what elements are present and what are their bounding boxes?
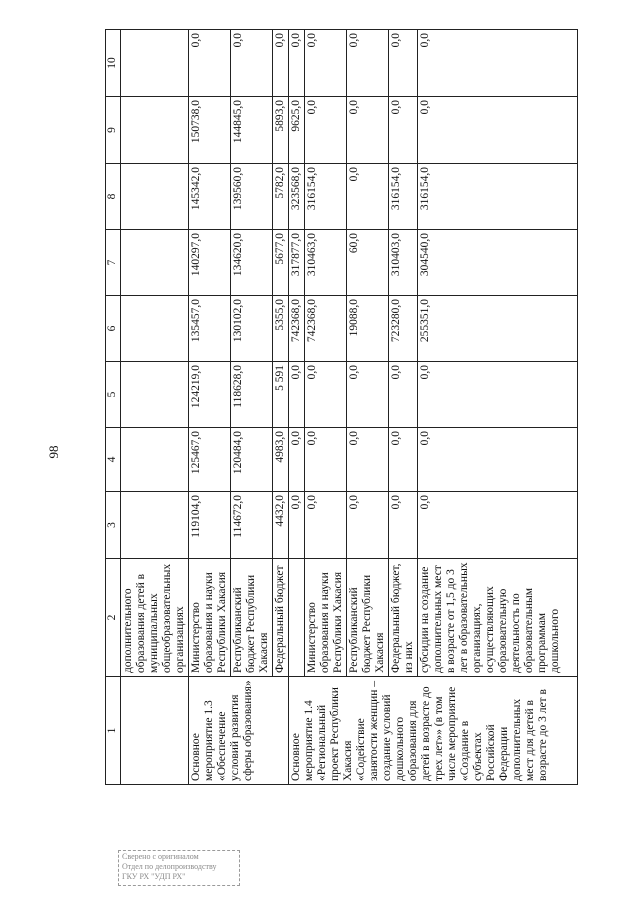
- value-cell: [121, 296, 189, 362]
- value-cell: 0,0: [418, 492, 578, 559]
- value-cell: 124219,0: [189, 362, 231, 428]
- funding-source: [289, 559, 305, 677]
- program-name: Основное мероприятие 1.3 «Обеспечение условий развития сферы образования»: [189, 677, 289, 785]
- stamp-line: Отдел по делопроизводству: [122, 862, 217, 871]
- value-cell: 0,0: [273, 30, 289, 97]
- value-cell: [121, 362, 189, 428]
- value-cell: 0,0: [418, 97, 578, 164]
- column-number-row: [106, 30, 121, 785]
- value-cell: 0,0: [389, 362, 418, 428]
- value-cell: 0,0: [231, 30, 273, 97]
- funding-source: Республиканский бюджет Республики Хакасия: [347, 559, 389, 677]
- table-row: [418, 30, 578, 785]
- value-cell: 150738,0: [189, 97, 231, 164]
- value-cell: 0,0: [418, 428, 578, 492]
- value-cell: 5782,0: [273, 164, 289, 230]
- value-cell: 0,0: [347, 164, 389, 230]
- value-cell: 0,0: [389, 97, 418, 164]
- value-cell: 114672,0: [231, 492, 273, 559]
- table-row: [347, 30, 389, 785]
- value-cell: 304540,0: [418, 230, 578, 296]
- value-cell: 0,0: [305, 30, 347, 97]
- value-cell: 144845,0: [231, 97, 273, 164]
- value-cell: 317877,0: [289, 230, 305, 296]
- table-row: [189, 30, 231, 785]
- value-cell: 139560,0: [231, 164, 273, 230]
- value-cell: 134620,0: [231, 230, 273, 296]
- column-number: 5: [106, 362, 121, 428]
- value-cell: 0,0: [347, 30, 389, 97]
- value-cell: 5 591: [273, 362, 289, 428]
- value-cell: [121, 164, 189, 230]
- value-cell: 0,0: [305, 97, 347, 164]
- table-row: [305, 30, 347, 785]
- value-cell: [121, 492, 189, 559]
- value-cell: 0,0: [347, 492, 389, 559]
- value-cell: [121, 30, 189, 97]
- funding-source: субсидии на создание дополнительных мест в возрасте от 1,5 до 3 лет в образовательных организациях, осуществляющих образовательную деятельность по образовательным программам дошкольного: [418, 559, 578, 677]
- column-number: 10: [106, 30, 121, 97]
- value-cell: 0,0: [189, 30, 231, 97]
- value-cell: 0,0: [418, 30, 578, 97]
- value-cell: [121, 97, 189, 164]
- value-cell: 4983,0: [273, 428, 289, 492]
- value-cell: 120484,0: [231, 428, 273, 492]
- value-cell: 0,0: [347, 362, 389, 428]
- column-number: 2: [106, 559, 121, 677]
- table-row: [273, 30, 289, 785]
- stamp-line: ГКУ РХ "УДП РХ": [122, 872, 186, 881]
- value-cell: 316154,0: [389, 164, 418, 230]
- budget-table: [105, 29, 578, 785]
- column-number: 8: [106, 164, 121, 230]
- rotated-page: [105, 30, 640, 785]
- funding-source: Федеральный бюджет: [273, 559, 289, 677]
- value-cell: 118628,0: [231, 362, 273, 428]
- column-number: 3: [106, 492, 121, 559]
- column-number: 7: [106, 230, 121, 296]
- value-cell: 0,0: [418, 362, 578, 428]
- table-row: [231, 30, 273, 785]
- funding-source: Министерство образования и науки Республики Хакасия: [189, 559, 231, 677]
- value-cell: 316154,0: [305, 164, 347, 230]
- value-cell: 316154,0: [418, 164, 578, 230]
- value-cell: 5677,0: [273, 230, 289, 296]
- stamp-line: Сверено с оригиналом: [122, 852, 199, 861]
- table-row: [121, 30, 189, 785]
- column-number: 4: [106, 428, 121, 492]
- value-cell: 310463,0: [305, 230, 347, 296]
- value-cell: 5355,0: [273, 296, 289, 362]
- value-cell: 0,0: [305, 362, 347, 428]
- value-cell: 723280,0: [389, 296, 418, 362]
- table-row: [389, 30, 418, 785]
- value-cell: 9625,0: [289, 97, 305, 164]
- value-cell: 0,0: [347, 97, 389, 164]
- column-number: 6: [106, 296, 121, 362]
- value-cell: 0,0: [389, 492, 418, 559]
- value-cell: 0,0: [347, 428, 389, 492]
- value-cell: 119104,0: [189, 492, 231, 559]
- value-cell: 323568,0: [289, 164, 305, 230]
- value-cell: [121, 230, 189, 296]
- value-cell: 0,0: [289, 492, 305, 559]
- value-cell: 742368,0: [289, 296, 305, 362]
- value-cell: 5893,0: [273, 97, 289, 164]
- value-cell: 0,0: [289, 428, 305, 492]
- value-cell: 255351,0: [418, 296, 578, 362]
- value-cell: 0,0: [289, 30, 305, 97]
- column-number: 9: [106, 97, 121, 164]
- value-cell: [121, 428, 189, 492]
- page-number: 98: [46, 445, 61, 459]
- value-cell: 19088,0: [347, 296, 389, 362]
- funding-source: Республиканский бюджет Республики Хакасия: [231, 559, 273, 677]
- value-cell: 0,0: [305, 492, 347, 559]
- value-cell: 140297,0: [189, 230, 231, 296]
- value-cell: 4432,0: [273, 492, 289, 559]
- value-cell: 0,0: [305, 428, 347, 492]
- program-name: [121, 677, 189, 785]
- column-number: 1: [106, 677, 121, 785]
- value-cell: 0,0: [289, 362, 305, 428]
- value-cell: 145342,0: [189, 164, 231, 230]
- value-cell: 125467,0: [189, 428, 231, 492]
- value-cell: 60,0: [347, 230, 389, 296]
- value-cell: 742368,0: [305, 296, 347, 362]
- value-cell: 135457,0: [189, 296, 231, 362]
- program-name: Основное мероприятие 1.4 «Региональный проект Республики Хакасия «Содействие занятости женщин – создание условий дошкольного образования для детей в возрасте до трех лет»» (в том числе мероприятие «Создание в субъектах Российской Федерации дополнительных мест для детей в возрасте до 3 лет в: [289, 677, 578, 785]
- funding-source: дополнительного образования детей в муниципальных общеобразовательных организациях: [121, 559, 189, 677]
- value-cell: 0,0: [389, 428, 418, 492]
- value-cell: 310403,0: [389, 230, 418, 296]
- funding-source: Федеральный бюджет, из них: [389, 559, 418, 677]
- certification-stamp: [118, 850, 240, 886]
- value-cell: 0,0: [389, 30, 418, 97]
- value-cell: 130102,0: [231, 296, 273, 362]
- funding-source: Министерство образования и науки Республики Хакасия: [305, 559, 347, 677]
- table-row: [289, 30, 305, 785]
